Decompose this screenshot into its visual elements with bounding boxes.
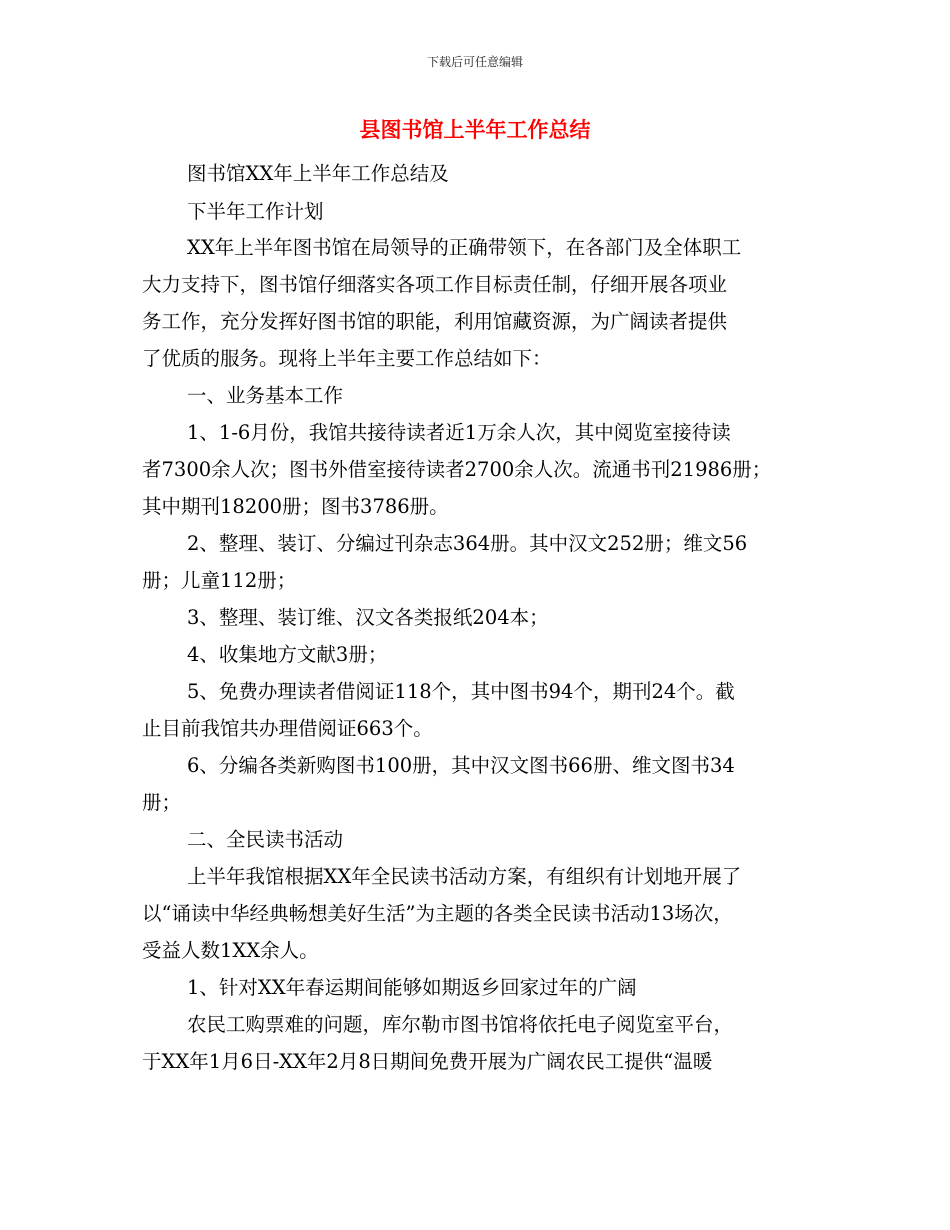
paragraph-line: 其中期刊18200册；图书3786册。: [142, 495, 449, 518]
paragraph-line: XX年上半年图书馆在局领导的正确带领下，在各部门及全体职工: [187, 236, 742, 259]
paragraph-line: 止目前我馆共办理借阅证663个。: [142, 717, 433, 740]
section-heading: 二、全民读书活动: [187, 828, 344, 851]
section-heading: 一、业务基本工作: [187, 384, 344, 407]
document-title: 县图书馆上半年工作总结: [359, 117, 591, 142]
paragraph-line: 册；: [142, 791, 182, 814]
paragraph-line: 5、免费办理读者借阅证118个，其中图书94个，期刊24个。截: [187, 680, 735, 703]
paragraph-line: 务工作，充分发挥好图书馆的职能，利用馆藏资源，为广阔读者提供: [142, 310, 728, 333]
paragraph-line: 受益人数1XX余人。: [142, 939, 319, 962]
paragraph-line: 于XX年1月6日-XX年2月8日期间免费开展为广阔农民工提供“温暖: [142, 1050, 713, 1073]
paragraph-line: 3、整理、装订维、汉文各类报纸204本；: [187, 606, 549, 629]
subtitle-line-2: 下半年工作计划: [187, 200, 324, 223]
paragraph-line: 以“诵读中华经典畅想美好生活”为主题的各类全民读书活动13场次，: [142, 902, 733, 925]
paragraph-line: 1、针对XX年春运期间能够如期返乡回家过年的广阔: [187, 976, 637, 999]
header-note: 下载后可任意编辑: [426, 55, 523, 69]
paragraph-line: 6、分编各类新购图书100册，其中汉文图书66册、维文图书34: [187, 754, 735, 777]
paragraph-line: 2、整理、装订、分编过刊杂志364册。其中汉文252册；维文56: [187, 532, 748, 555]
paragraph-line: 者7300余人次；图书外借室接待读者2700余人次。流通书刊21986册；: [142, 458, 772, 481]
subtitle-line-1: 图书馆XX年上半年工作总结及: [187, 162, 449, 185]
paragraph-line: 农民工购票难的问题，库尔勒市图书馆将依托电子阅览室平台，: [187, 1013, 734, 1036]
paragraph-line: 1、1-6月份，我馆共接待读者近1万余人次，其中阅览室接待读: [187, 421, 731, 444]
paragraph-line: 4、收集地方文献3册；: [187, 643, 388, 666]
paragraph-line: 册；儿童112册；: [142, 569, 297, 592]
paragraph-line: 了优质的服务。现将上半年主要工作总结如下：: [142, 347, 552, 370]
paragraph-line: 上半年我馆根据XX年全民读书活动方案，有组织有计划地开展了: [187, 865, 742, 888]
paragraph-line: 大力支持下，图书馆仔细落实各项工作目标责任制，仔细开展各项业: [142, 273, 728, 296]
